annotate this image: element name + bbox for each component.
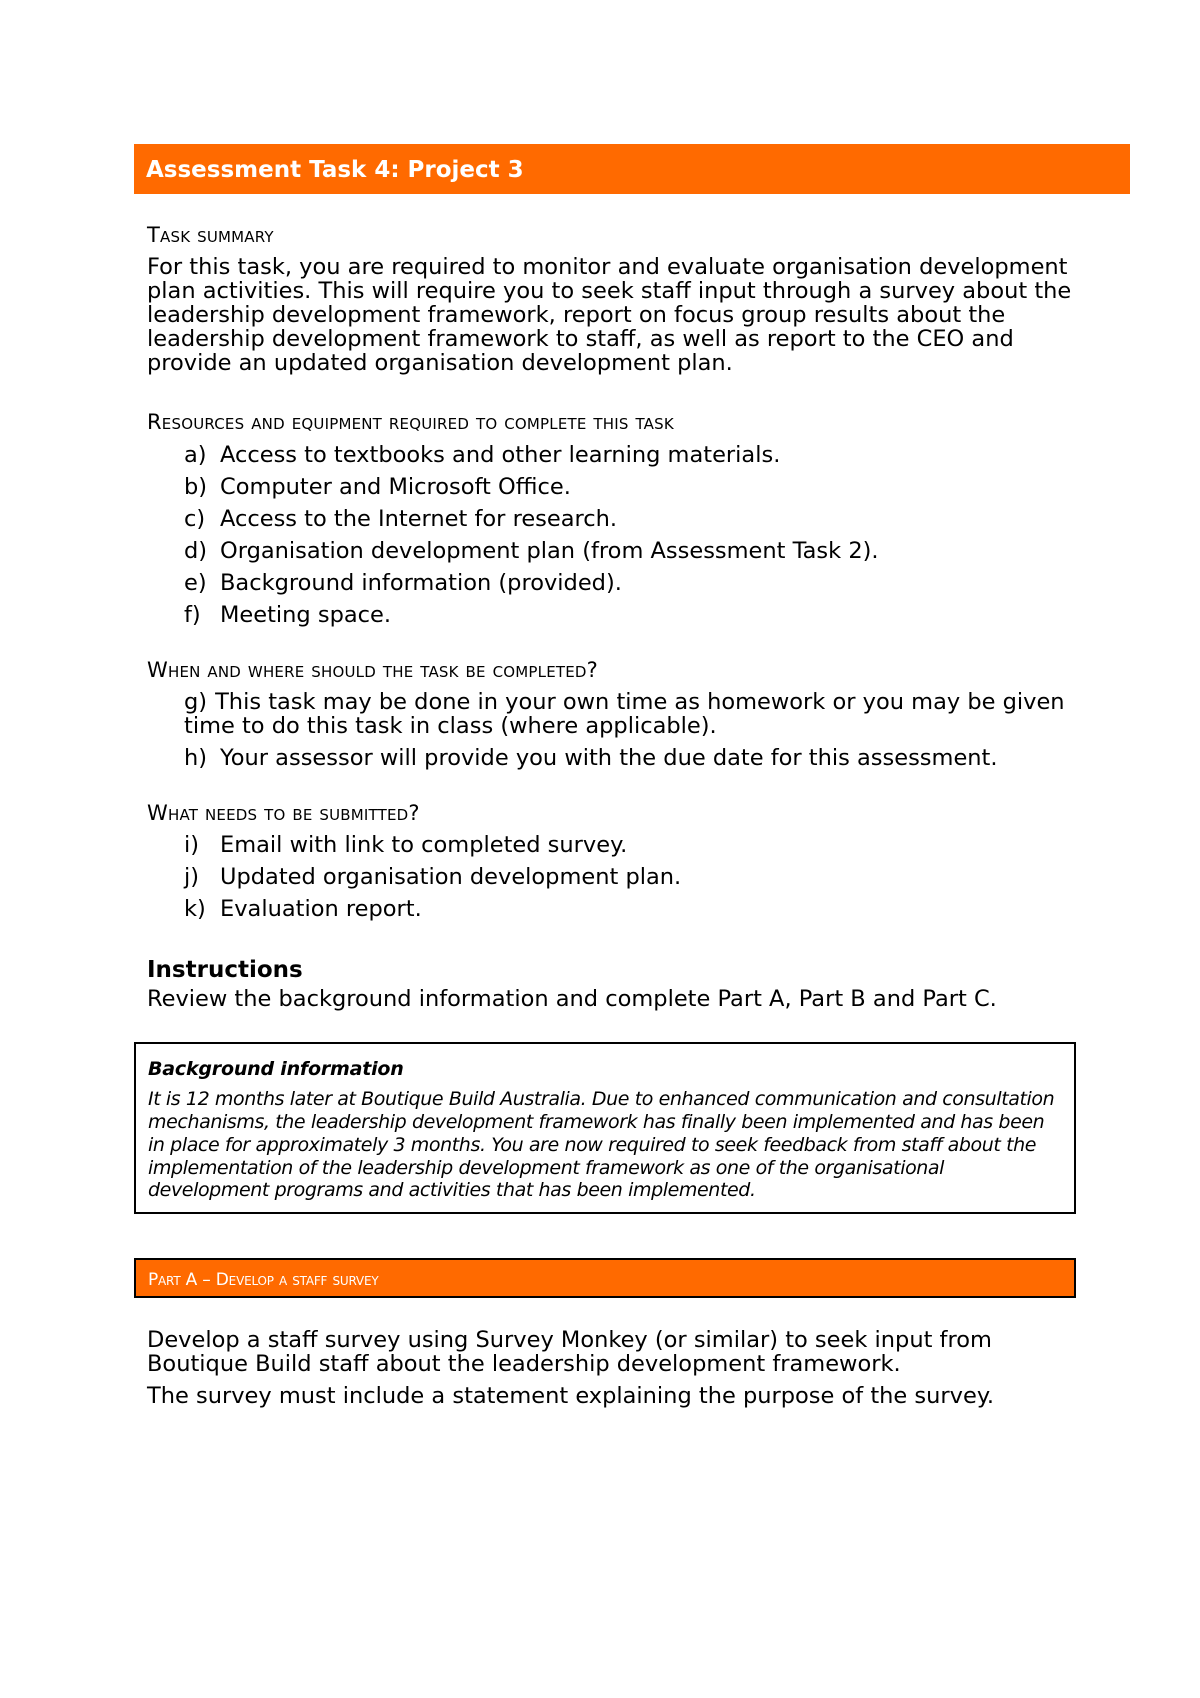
part-a-paragraph: The survey must include a statement explaining the purpose of the survey. [147,1383,995,1410]
list-item: g) This task may be done in your own time as homework or you may be given time to do this task in class (where applicable). [184,688,1065,740]
part-a-paragraph: Develop a staff survey using Survey Monkey (or similar) to seek input from Boutique Build staff about the leadership development framework. [147,1327,992,1378]
list-item: f) Meeting space. [184,601,392,628]
list-item: j) Updated organisation development plan. [184,864,682,891]
task-summary-heading: Task summary [147,223,274,247]
background-info-box [134,1042,1076,1215]
list-item: e) Background information (provided). [184,569,622,596]
task-summary-text: For this task, you are required to monitor and evaluate organisation development plan activities. This will require you to seek staff input through a survey about the leadership development framework, report on focus group results about the leadership development framework to staff, as well as report to the CEO and provide an updated organisation development plan. [147,254,1072,377]
submission-list [184,833,1084,921]
background-info-title: Background information [148,1057,404,1080]
assessment-title: Assessment Task 4: Project 3 [146,157,524,183]
resources-list [184,443,1084,627]
instructions-heading: Instructions [147,957,303,984]
when-where-heading: When and where should the task be completed? [147,657,599,682]
part-a-heading: Part A – Develop a staff survey [148,1270,379,1291]
list-item: c) Access to the Internet for research. [184,505,618,532]
list-item: k) Evaluation report. [184,896,422,923]
list-item: h) Your assessor will provide you with the due date for this assessment. [184,745,998,772]
resources-heading: Resources and equipment required to complete this task [147,410,674,435]
assessment-title-bar [134,144,1130,194]
instructions-text: Review the background information and complete Part A, Part B and Part C. [147,986,997,1013]
part-a-heading-bar [134,1258,1076,1298]
list-item: b) Computer and Microsoft Office. [184,473,571,500]
list-item: d) Organisation development plan (from Assessment Task 2). [184,537,879,564]
when-where-list [184,690,1084,770]
list-item: a) Access to textbooks and other learning materials. [184,441,781,468]
document-page [134,144,1130,1408]
background-info-text: It is 12 months later at Boutique Build Australia. Due to enhanced communication and consultation mechanisms, the leadership development framework has finally been implemented and has been in place for approximately 3 months. You are now required to seek feedback from staff about the implementation of the leadership development framework as one of the organisational development programs and activities that has been implemented. [148,1088,1055,1202]
list-item: i) Email with link to completed survey. [184,832,628,859]
submission-heading: What needs to be submitted? [147,801,420,826]
